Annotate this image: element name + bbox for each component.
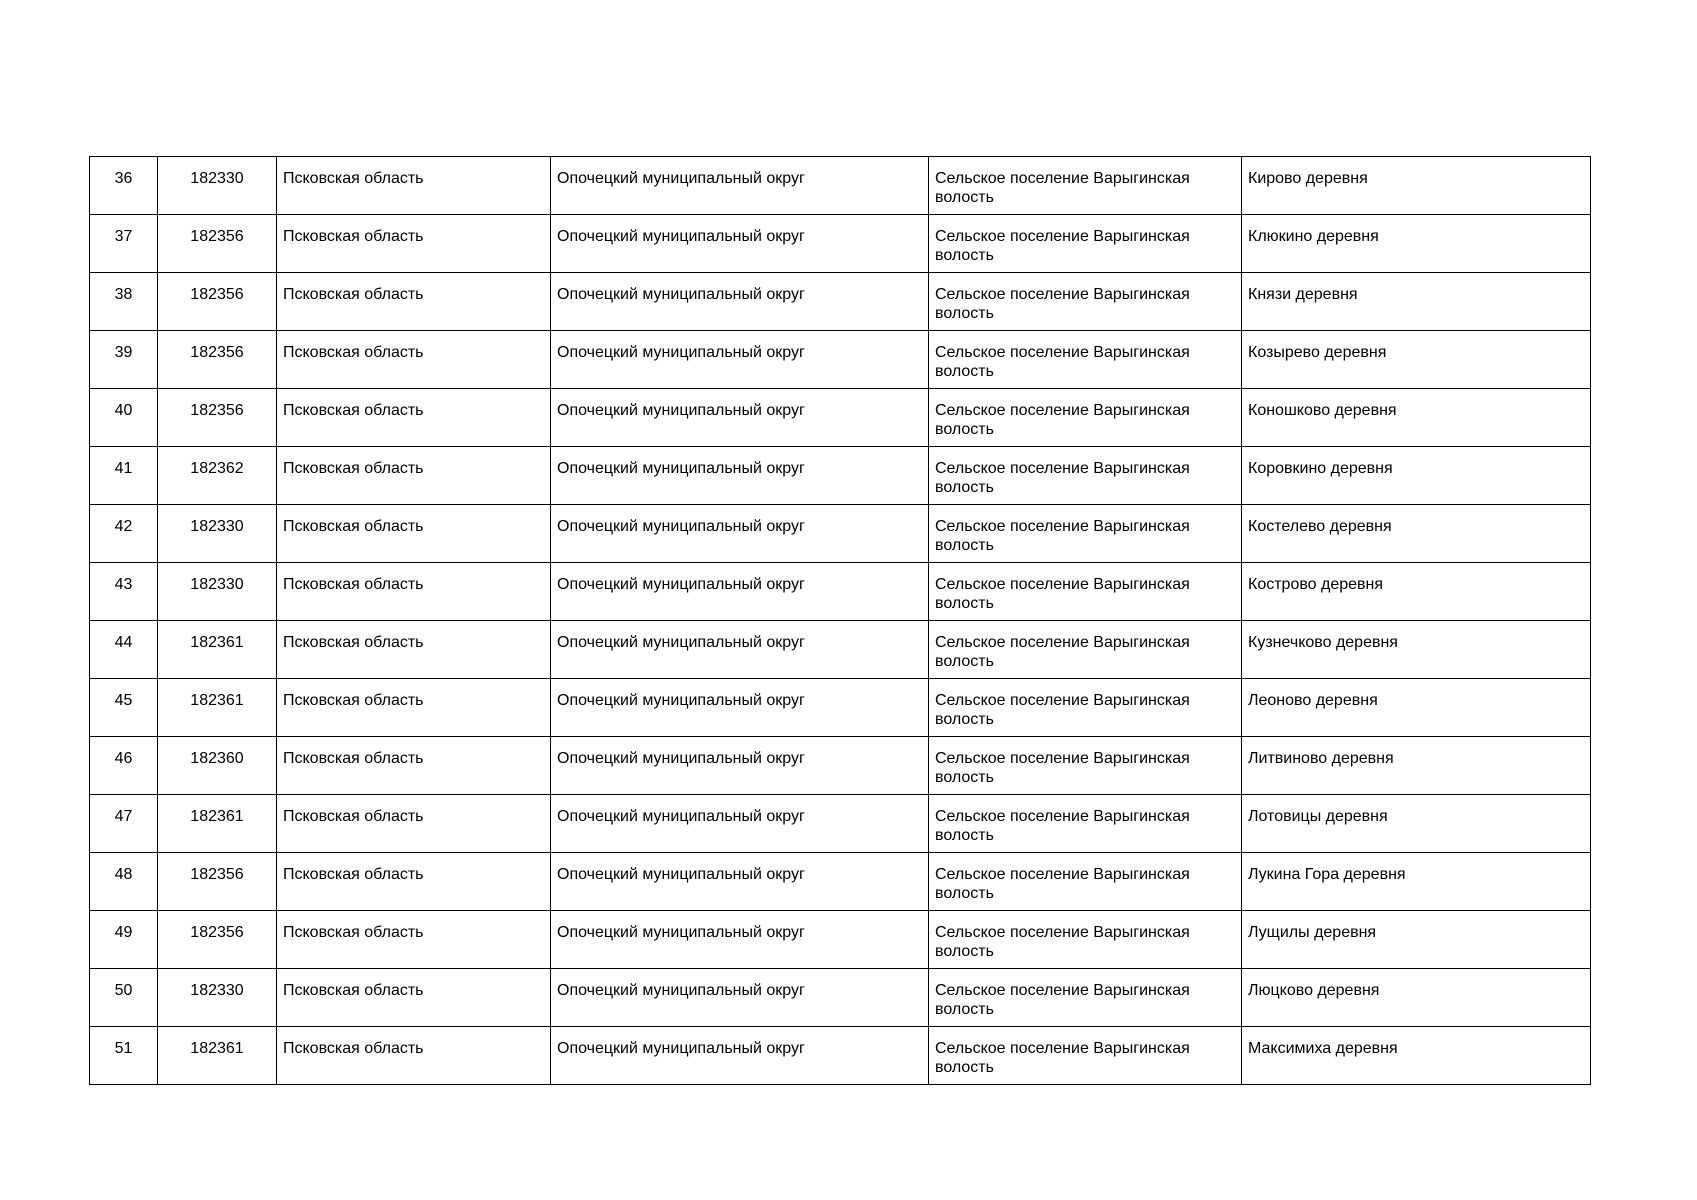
settlement-cell: Сельское поселение Варыгинская волость bbox=[929, 911, 1242, 969]
locality-cell: Князи деревня bbox=[1242, 273, 1591, 331]
district-cell: Опочецкий муниципальный округ bbox=[551, 215, 929, 273]
district-cell: Опочецкий муниципальный округ bbox=[551, 1027, 929, 1085]
region-cell: Псковская область bbox=[277, 679, 551, 737]
settlement-cell: Сельское поселение Варыгинская волость bbox=[929, 795, 1242, 853]
settlement-cell: Сельское поселение Варыгинская волость bbox=[929, 157, 1242, 215]
table-row bbox=[90, 331, 1591, 389]
table-row bbox=[90, 911, 1591, 969]
district-cell: Опочецкий муниципальный округ bbox=[551, 795, 929, 853]
row-number-cell: 37 bbox=[90, 215, 158, 273]
locality-cell: Кострово деревня bbox=[1242, 563, 1591, 621]
table-row bbox=[90, 157, 1591, 215]
postal-code-cell: 182362 bbox=[158, 447, 277, 505]
settlement-cell: Сельское поселение Варыгинская волость bbox=[929, 331, 1242, 389]
locality-cell: Костелево деревня bbox=[1242, 505, 1591, 563]
locality-cell: Кирово деревня bbox=[1242, 157, 1591, 215]
postal-code-cell: 182361 bbox=[158, 1027, 277, 1085]
locality-cell: Люцково деревня bbox=[1242, 969, 1591, 1027]
settlement-cell: Сельское поселение Варыгинская волость bbox=[929, 505, 1242, 563]
district-cell: Опочецкий муниципальный округ bbox=[551, 447, 929, 505]
locality-cell: Максимиха деревня bbox=[1242, 1027, 1591, 1085]
district-cell: Опочецкий муниципальный округ bbox=[551, 273, 929, 331]
table-row bbox=[90, 505, 1591, 563]
row-number-cell: 40 bbox=[90, 389, 158, 447]
district-cell: Опочецкий муниципальный округ bbox=[551, 389, 929, 447]
locality-cell: Лукина Гора деревня bbox=[1242, 853, 1591, 911]
settlement-cell: Сельское поселение Варыгинская волость bbox=[929, 679, 1242, 737]
row-number-cell: 47 bbox=[90, 795, 158, 853]
table-row bbox=[90, 853, 1591, 911]
locality-cell: Лотовицы деревня bbox=[1242, 795, 1591, 853]
postal-code-cell: 182361 bbox=[158, 679, 277, 737]
locality-cell: Лущилы деревня bbox=[1242, 911, 1591, 969]
postal-code-cell: 182356 bbox=[158, 273, 277, 331]
region-cell: Псковская область bbox=[277, 273, 551, 331]
district-cell: Опочецкий муниципальный округ bbox=[551, 157, 929, 215]
postal-code-cell: 182330 bbox=[158, 157, 277, 215]
postal-code-cell: 182356 bbox=[158, 215, 277, 273]
settlement-cell: Сельское поселение Варыгинская волость bbox=[929, 273, 1242, 331]
row-number-cell: 39 bbox=[90, 331, 158, 389]
region-cell: Псковская область bbox=[277, 447, 551, 505]
district-cell: Опочецкий муниципальный округ bbox=[551, 505, 929, 563]
table-body bbox=[90, 157, 1591, 1085]
row-number-cell: 51 bbox=[90, 1027, 158, 1085]
postal-code-cell: 182356 bbox=[158, 911, 277, 969]
settlement-cell: Сельское поселение Варыгинская волость bbox=[929, 389, 1242, 447]
locality-cell: Клюкино деревня bbox=[1242, 215, 1591, 273]
row-number-cell: 44 bbox=[90, 621, 158, 679]
district-cell: Опочецкий муниципальный округ bbox=[551, 911, 929, 969]
table-row bbox=[90, 389, 1591, 447]
settlement-cell: Сельское поселение Варыгинская волость bbox=[929, 447, 1242, 505]
locality-cell: Коровкино деревня bbox=[1242, 447, 1591, 505]
region-cell: Псковская область bbox=[277, 389, 551, 447]
locality-cell: Кузнечково деревня bbox=[1242, 621, 1591, 679]
postal-code-cell: 182356 bbox=[158, 853, 277, 911]
table-row bbox=[90, 679, 1591, 737]
region-cell: Псковская область bbox=[277, 795, 551, 853]
table-row bbox=[90, 447, 1591, 505]
district-cell: Опочецкий муниципальный округ bbox=[551, 737, 929, 795]
settlement-cell: Сельское поселение Варыгинская волость bbox=[929, 621, 1242, 679]
locality-cell: Леоново деревня bbox=[1242, 679, 1591, 737]
settlement-cell: Сельское поселение Варыгинская волость bbox=[929, 563, 1242, 621]
table-row bbox=[90, 969, 1591, 1027]
region-cell: Псковская область bbox=[277, 737, 551, 795]
table-row bbox=[90, 621, 1591, 679]
postal-code-cell: 182356 bbox=[158, 331, 277, 389]
table-row bbox=[90, 215, 1591, 273]
district-cell: Опочецкий муниципальный округ bbox=[551, 621, 929, 679]
region-cell: Псковская область bbox=[277, 563, 551, 621]
locality-cell: Литвиново деревня bbox=[1242, 737, 1591, 795]
row-number-cell: 46 bbox=[90, 737, 158, 795]
table-row bbox=[90, 737, 1591, 795]
row-number-cell: 42 bbox=[90, 505, 158, 563]
table-row bbox=[90, 795, 1591, 853]
settlement-cell: Сельское поселение Варыгинская волость bbox=[929, 1027, 1242, 1085]
locality-cell: Козырево деревня bbox=[1242, 331, 1591, 389]
postal-code-cell: 182356 bbox=[158, 389, 277, 447]
district-cell: Опочецкий муниципальный округ bbox=[551, 853, 929, 911]
region-cell: Псковская область bbox=[277, 157, 551, 215]
locality-cell: Коношково деревня bbox=[1242, 389, 1591, 447]
district-cell: Опочецкий муниципальный округ bbox=[551, 563, 929, 621]
row-number-cell: 49 bbox=[90, 911, 158, 969]
row-number-cell: 45 bbox=[90, 679, 158, 737]
region-cell: Псковская область bbox=[277, 621, 551, 679]
locality-table bbox=[89, 156, 1591, 1085]
row-number-cell: 50 bbox=[90, 969, 158, 1027]
postal-code-cell: 182330 bbox=[158, 969, 277, 1027]
postal-code-cell: 182361 bbox=[158, 621, 277, 679]
postal-code-cell: 182330 bbox=[158, 563, 277, 621]
district-cell: Опочецкий муниципальный округ bbox=[551, 331, 929, 389]
settlement-cell: Сельское поселение Варыгинская волость bbox=[929, 969, 1242, 1027]
row-number-cell: 43 bbox=[90, 563, 158, 621]
row-number-cell: 38 bbox=[90, 273, 158, 331]
region-cell: Псковская область bbox=[277, 853, 551, 911]
region-cell: Псковская область bbox=[277, 969, 551, 1027]
row-number-cell: 36 bbox=[90, 157, 158, 215]
table-row bbox=[90, 1027, 1591, 1085]
region-cell: Псковская область bbox=[277, 1027, 551, 1085]
postal-code-cell: 182361 bbox=[158, 795, 277, 853]
district-cell: Опочецкий муниципальный округ bbox=[551, 679, 929, 737]
settlement-cell: Сельское поселение Варыгинская волость bbox=[929, 853, 1242, 911]
region-cell: Псковская область bbox=[277, 215, 551, 273]
row-number-cell: 41 bbox=[90, 447, 158, 505]
postal-code-cell: 182360 bbox=[158, 737, 277, 795]
settlement-cell: Сельское поселение Варыгинская волость bbox=[929, 737, 1242, 795]
table-row bbox=[90, 273, 1591, 331]
postal-code-cell: 182330 bbox=[158, 505, 277, 563]
district-cell: Опочецкий муниципальный округ bbox=[551, 969, 929, 1027]
settlement-cell: Сельское поселение Варыгинская волость bbox=[929, 215, 1242, 273]
region-cell: Псковская область bbox=[277, 331, 551, 389]
row-number-cell: 48 bbox=[90, 853, 158, 911]
region-cell: Псковская область bbox=[277, 505, 551, 563]
table-row bbox=[90, 563, 1591, 621]
region-cell: Псковская область bbox=[277, 911, 551, 969]
